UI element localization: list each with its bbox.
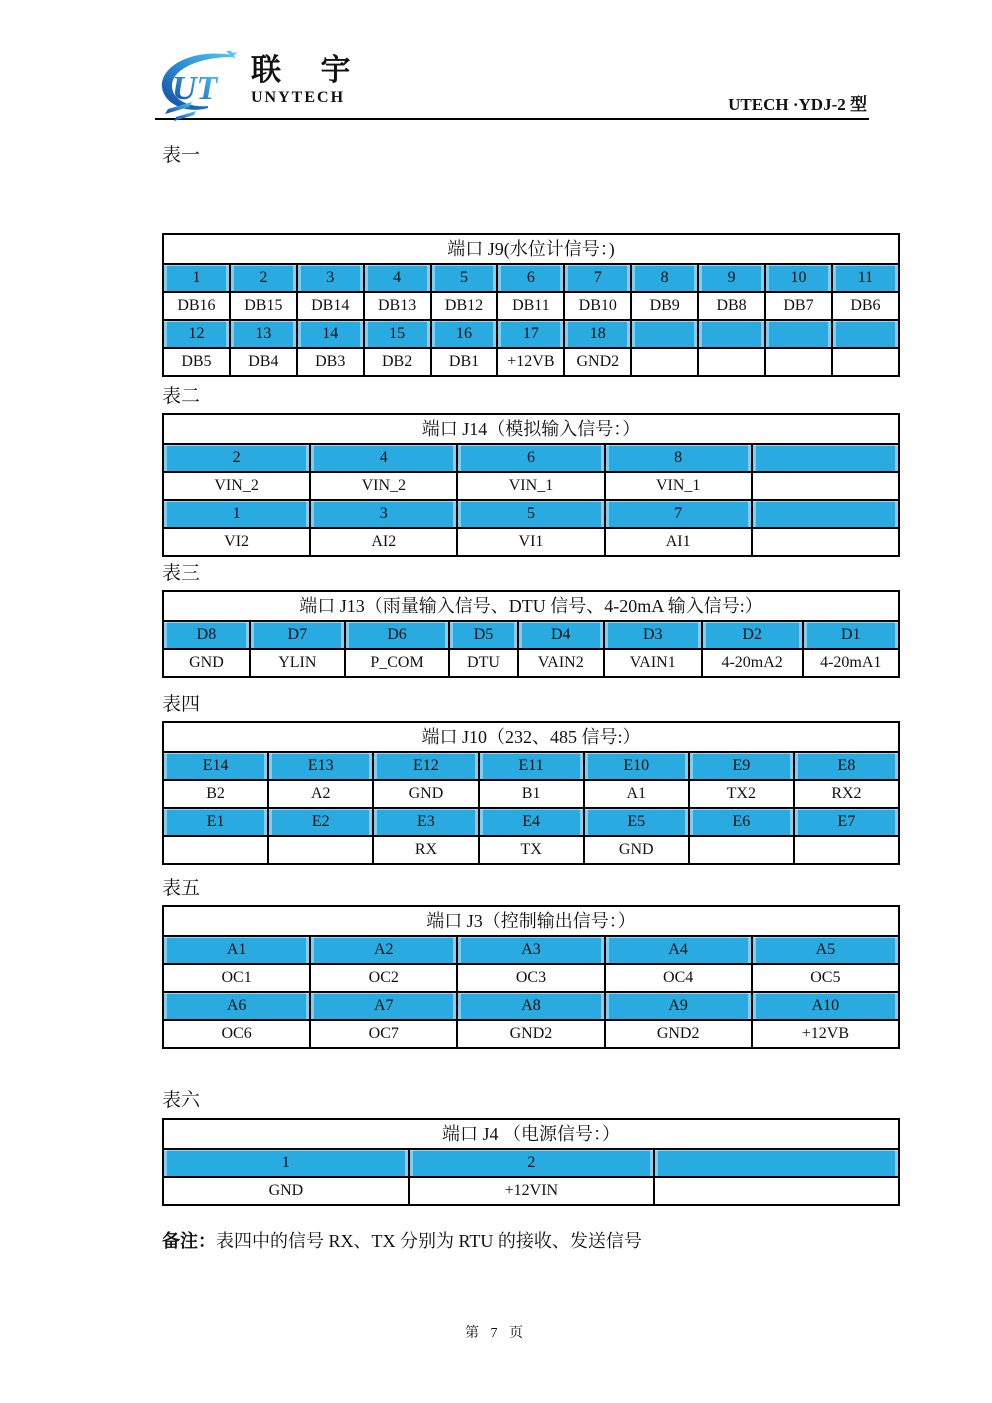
signal-cell: DB6 [832,292,899,320]
signal-cell: DB11 [497,292,564,320]
pin-cell: 5 [431,264,498,292]
signal-cell: DB4 [230,348,297,376]
page-header [155,44,869,120]
signal-cell: OC3 [457,964,604,992]
pin-cell: E11 [479,752,584,780]
page-number: 第 7 页 [465,1326,527,1341]
signal-cell: A2 [268,780,373,808]
table-block [162,386,900,557]
signal-cell: RX2 [794,780,899,808]
pin-cell: E9 [689,752,794,780]
signal-cell: VIN_1 [605,472,752,500]
signal-cell: DB8 [698,292,765,320]
signal-cell: DB9 [631,292,698,320]
pin-cell: E6 [689,808,794,836]
signal-cell: GND [373,780,478,808]
pin-number-row [163,444,899,472]
signal-cell [752,528,899,556]
table-label: 表一 [162,145,201,166]
signal-cell: P_COM [345,649,450,677]
signal-cell [765,348,832,376]
signal-cell: GND2 [457,1020,604,1048]
signal-name-row [163,964,899,992]
table-title: 端口 J13（雨量输入信号、DTU 信号、4-20mA 输入信号:） [163,591,899,621]
signal-cell [698,348,765,376]
table-block [162,563,900,678]
pin-cell: 15 [364,320,431,348]
signal-cell: GND2 [605,1020,752,1048]
pin-cell: D7 [250,621,345,649]
table-title: 端口 J9(水位计信号：) [163,234,899,264]
signal-cell: RX [373,836,478,864]
signal-name-row [163,348,899,376]
signal-cell: DB7 [765,292,832,320]
signal-cell: GND [163,1177,409,1205]
signal-cell: DTU [449,649,517,677]
pin-cell: 4 [364,264,431,292]
pin-cell: A2 [310,936,457,964]
unytech-logo [155,46,367,122]
pin-cell [752,500,899,528]
pin-cell: E13 [268,752,373,780]
pin-cell: E1 [163,808,268,836]
pin-cell: 1 [163,264,230,292]
signal-name-row [163,1177,899,1205]
pin-cell: 2 [163,444,310,472]
signal-cell: OC4 [605,964,752,992]
signal-name-row [163,528,899,556]
pin-number-row [163,621,899,649]
signal-cell: GND [584,836,689,864]
port-table [162,905,900,1049]
signal-cell: TX2 [689,780,794,808]
remark-note [162,1229,900,1253]
signal-name-row [163,836,899,864]
pin-number-row [163,320,899,348]
signal-cell: GND [163,649,250,677]
doc-code: UTECH ·YDJ-2 型 [728,95,867,114]
signal-cell: DB1 [431,348,498,376]
signal-cell: VIN_1 [457,472,604,500]
port-table [162,590,900,678]
signal-cell: +12VIN [409,1177,654,1205]
logo-latin-name: UNYTECH [251,89,346,106]
signal-cell [689,836,794,864]
signal-cell: A1 [584,780,689,808]
port-table [162,1118,900,1206]
signal-cell: DB2 [364,348,431,376]
pin-cell: A8 [457,992,604,1020]
signal-cell [752,472,899,500]
pin-cell: 1 [163,1149,409,1177]
note-text: 表四中的信号 RX、TX 分别为 RTU 的接收、发送信号 [216,1231,642,1251]
signal-cell: VAIN1 [604,649,702,677]
pin-cell: 11 [832,264,899,292]
signal-cell: 4-20mA2 [702,649,803,677]
table-block [162,694,900,865]
pin-cell: E14 [163,752,268,780]
port-table [162,233,900,377]
signal-cell [268,836,373,864]
signal-cell: DB16 [163,292,230,320]
pin-cell: 5 [457,500,604,528]
signal-cell: OC1 [163,964,310,992]
signal-cell: VIN_2 [310,472,457,500]
port-table [162,721,900,865]
signal-cell: B1 [479,780,584,808]
signal-cell: +12VB [497,348,564,376]
logo-swoosh-icon [155,46,247,122]
signal-cell: AI2 [310,528,457,556]
pin-cell: 6 [497,264,564,292]
pin-cell: 18 [564,320,631,348]
signal-cell: VI1 [457,528,604,556]
table-title: 端口 J14（模拟输入信号：） [163,414,899,444]
pin-cell: E5 [584,808,689,836]
pin-cell: D3 [604,621,702,649]
pin-cell: A3 [457,936,604,964]
pin-cell: D5 [449,621,517,649]
table-title: 端口 J10（232、485 信号:） [163,722,899,752]
table-label: 表五 [162,878,201,899]
pin-cell: E10 [584,752,689,780]
pin-cell [654,1149,899,1177]
signal-cell: DB12 [431,292,498,320]
pin-cell: 7 [564,264,631,292]
signal-cell: DB3 [297,348,364,376]
pin-cell: 7 [605,500,752,528]
signal-cell: OC6 [163,1020,310,1048]
table-block [162,145,900,377]
signal-cell: VI2 [163,528,310,556]
signal-cell: 4-20mA1 [803,649,899,677]
pin-cell: A9 [605,992,752,1020]
logo-text [251,56,367,107]
pin-cell: A1 [163,936,310,964]
pin-cell [832,320,899,348]
pin-cell: A6 [163,992,310,1020]
table-title: 端口 J4 （电源信号：） [163,1119,899,1149]
pin-cell: 8 [605,444,752,472]
signal-cell [631,348,698,376]
logo-monogram: UT [172,70,218,107]
pin-number-row [163,500,899,528]
signal-cell: VAIN2 [518,649,604,677]
pin-cell: E4 [479,808,584,836]
signal-cell [654,1177,899,1205]
table-label: 表六 [162,1090,201,1111]
pin-cell: E8 [794,752,899,780]
pin-cell: 2 [230,264,297,292]
pin-number-row [163,1149,899,1177]
pin-cell: 10 [765,264,832,292]
table-label: 表三 [162,563,201,584]
pin-cell [765,320,832,348]
pin-cell: A10 [752,992,899,1020]
pin-cell: E12 [373,752,478,780]
signal-name-row [163,1020,899,1048]
pin-cell: 3 [310,500,457,528]
signal-name-row [163,780,899,808]
pin-cell: D2 [702,621,803,649]
signal-cell: B2 [163,780,268,808]
pin-cell: A5 [752,936,899,964]
pin-cell: E2 [268,808,373,836]
signal-cell [832,348,899,376]
signal-cell: DB15 [230,292,297,320]
signal-cell: VIN_2 [163,472,310,500]
pin-number-row [163,808,899,836]
pin-number-row [163,264,899,292]
pin-cell: D6 [345,621,450,649]
signal-name-row [163,472,899,500]
signal-cell: YLIN [250,649,345,677]
pin-cell: A4 [605,936,752,964]
signal-cell: +12VB [752,1020,899,1048]
pin-cell [698,320,765,348]
pin-cell [752,444,899,472]
signal-cell: OC2 [310,964,457,992]
logo-chinese-name: 联 宇 [251,54,367,87]
pin-number-row [163,992,899,1020]
pin-cell: 12 [163,320,230,348]
pin-cell: 2 [409,1149,654,1177]
signal-cell [794,836,899,864]
pin-cell: 3 [297,264,364,292]
signal-cell: OC7 [310,1020,457,1048]
pin-cell: E7 [794,808,899,836]
pin-number-row [163,936,899,964]
signal-cell: AI1 [605,528,752,556]
signal-cell [163,836,268,864]
pin-cell: 9 [698,264,765,292]
pin-cell: D4 [518,621,604,649]
pin-cell: D1 [803,621,899,649]
pin-cell: D8 [163,621,250,649]
signal-cell: DB10 [564,292,631,320]
tables-area [162,140,900,1253]
table-title: 端口 J3（控制输出信号：） [163,906,899,936]
pin-cell: 17 [497,320,564,348]
signal-name-row [163,649,899,677]
signal-cell: DB5 [163,348,230,376]
signal-cell: GND2 [564,348,631,376]
pin-cell [631,320,698,348]
signal-cell: DB13 [364,292,431,320]
table-block [162,1090,900,1206]
pin-cell: 14 [297,320,364,348]
pin-cell: 4 [310,444,457,472]
pin-cell: A7 [310,992,457,1020]
pin-cell: 8 [631,264,698,292]
signal-cell: TX [479,836,584,864]
pin-cell: 16 [431,320,498,348]
table-label: 表二 [162,386,201,407]
pin-cell: 13 [230,320,297,348]
pin-number-row [163,752,899,780]
table-label: 表四 [162,694,201,715]
pin-cell: 1 [163,500,310,528]
signal-cell: DB14 [297,292,364,320]
pin-cell: 6 [457,444,604,472]
signal-cell: OC5 [752,964,899,992]
table-block [162,878,900,1049]
port-table [162,413,900,557]
signal-name-row [163,292,899,320]
pin-cell: E3 [373,808,478,836]
note-label: 备注： [162,1231,216,1251]
